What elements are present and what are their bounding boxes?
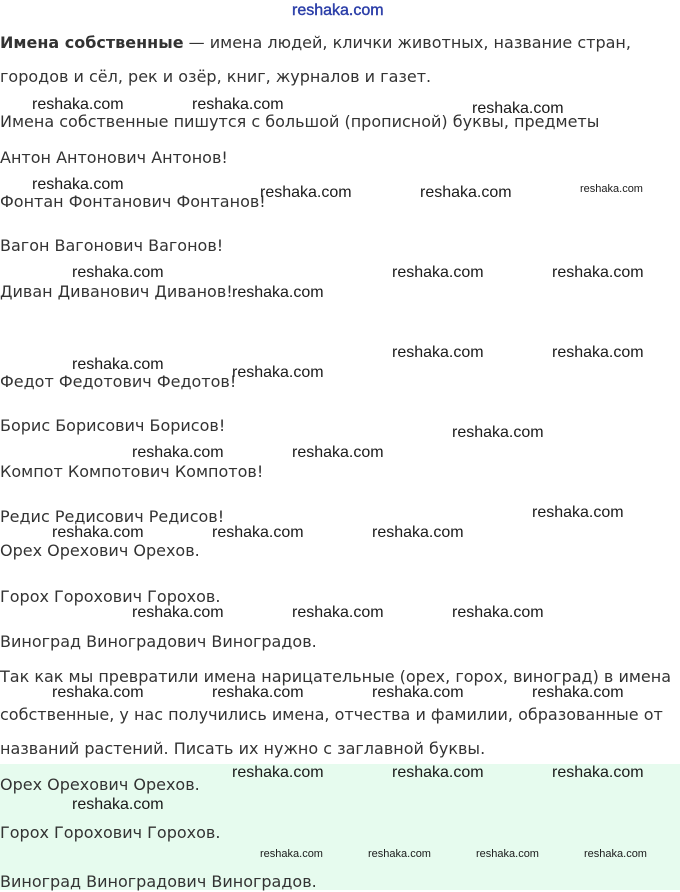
watermark: reshaka.com <box>532 504 624 521</box>
definition-line-2: городов и сёл, рек и озёр, книг, журналов и газет. <box>0 67 432 86</box>
watermark: reshaka.com <box>452 424 544 441</box>
watermark: reshaka.com <box>72 356 164 373</box>
watermark: reshaka.com <box>580 183 643 195</box>
watermark: reshaka.com <box>292 604 384 621</box>
watermark: reshaka.com <box>420 184 512 201</box>
watermark: reshaka.com <box>132 444 224 461</box>
watermark: reshaka.com <box>452 604 544 621</box>
answer-line: Орех Орехович Орехов. <box>0 775 200 794</box>
watermark: reshaka.com <box>368 848 431 860</box>
watermark: reshaka.com <box>192 96 284 113</box>
watermark: reshaka.com <box>372 684 464 701</box>
watermark: reshaka.com <box>52 524 144 541</box>
name-line: Вагон Вагонович Вагонов! <box>0 236 224 255</box>
definition-text: — имена людей, клички животных, название стран, <box>183 33 631 52</box>
watermark: reshaka.com <box>232 364 324 381</box>
watermark: reshaka.com <box>212 524 304 541</box>
watermark: reshaka.com <box>32 96 124 113</box>
watermark: reshaka.com <box>212 684 304 701</box>
name-line: Федот Федотович Федотов! <box>0 372 237 391</box>
name-line: Антон Антонович Антонов! <box>0 148 228 167</box>
answer-line: Горох Горохович Горохов. <box>0 823 221 842</box>
watermark: reshaka.com <box>552 764 644 781</box>
definition-line-1 <box>0 33 631 53</box>
name-line: Компот Компотович Компотов! <box>0 462 264 481</box>
rule-line: Имена собственные пишутся с большой (прописной) буквы, предметы <box>0 112 600 131</box>
explanation-line-1: Так как мы превратили имена нарицательные (орех, горох, виноград) в имена <box>0 667 672 686</box>
watermark: reshaka.com <box>472 100 564 117</box>
watermark: reshaka.com <box>72 796 164 813</box>
watermark: reshaka.com <box>72 264 164 281</box>
watermark: reshaka.com <box>292 444 384 461</box>
explanation-line-3: названий растений. Писать их нужно с заглавной буквы. <box>0 739 486 758</box>
watermark: reshaka.com <box>260 184 352 201</box>
name-line: Диван Диванович Диванов! <box>0 282 233 301</box>
answer-line: Виноград Виноградович Виноградов. <box>0 872 317 891</box>
watermark: reshaka.com <box>532 684 624 701</box>
watermark: reshaka.com <box>392 764 484 781</box>
watermark: reshaka.com <box>132 604 224 621</box>
watermark: reshaka.com <box>52 684 144 701</box>
name-line: Орех Орехович Орехов. <box>0 541 200 560</box>
name-line: Виноград Виноградович Виноградов. <box>0 632 317 651</box>
watermark: reshaka.com <box>392 264 484 281</box>
watermark: reshaka.com <box>584 848 647 860</box>
explanation-line-2: собственные, у нас получились имена, отчества и фамилии, образованные от <box>0 705 663 724</box>
name-line: Борис Борисович Борисов! <box>0 416 226 435</box>
watermark: reshaka.com <box>552 264 644 281</box>
watermark: reshaka.com <box>552 344 644 361</box>
watermark: reshaka.com <box>476 848 539 860</box>
watermark: reshaka.com <box>392 344 484 361</box>
name-line: Горох Горохович Горохов. <box>0 587 221 606</box>
name-line: Редис Редисович Редисов! <box>0 507 225 526</box>
watermark: reshaka.com <box>372 524 464 541</box>
term-bold: Имена собственные <box>0 33 184 52</box>
watermark: reshaka.com <box>260 848 323 860</box>
name-line: Фонтан Фонтанович Фонтанов! <box>0 192 266 211</box>
watermark: reshaka.com <box>32 176 124 193</box>
site-watermark-top: reshaka.com <box>292 2 384 19</box>
watermark: reshaka.com <box>232 764 324 781</box>
watermark: reshaka.com <box>232 284 324 301</box>
